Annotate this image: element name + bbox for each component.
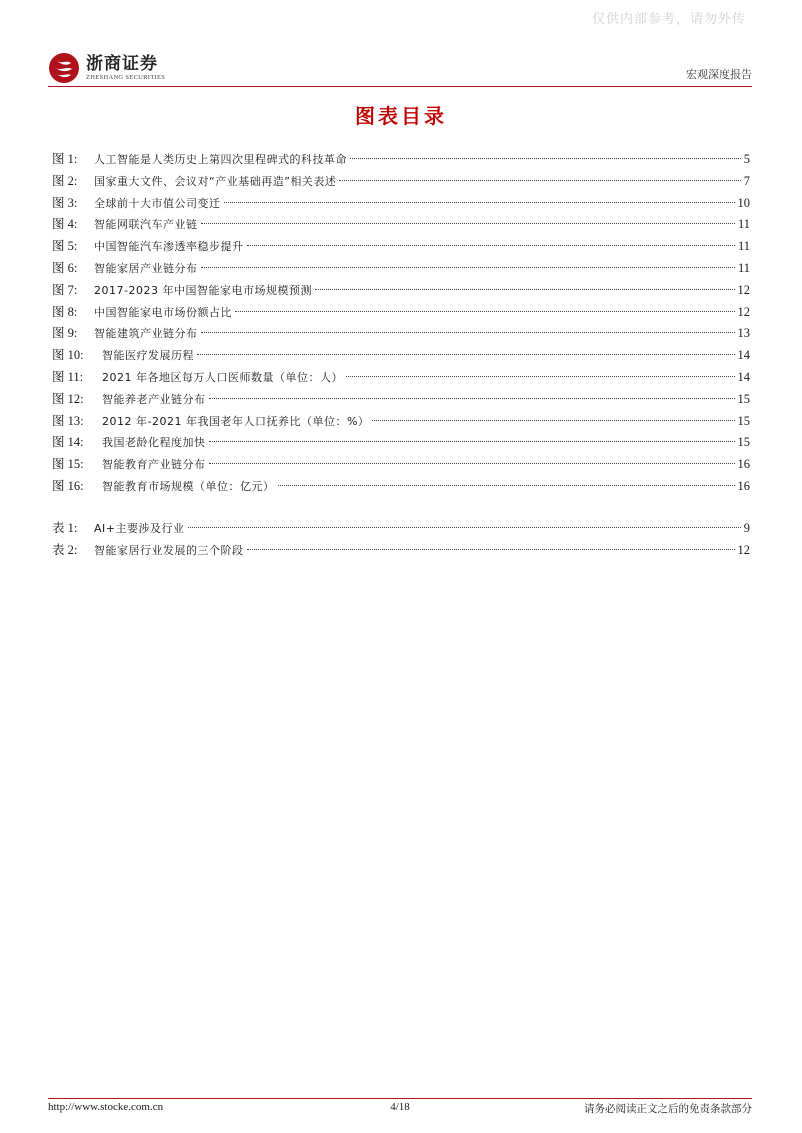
dot-leader xyxy=(346,376,735,377)
toc-figure-entry[interactable] xyxy=(52,214,750,236)
toc-entry-title: 2021 年各地区每万人口医师数量（单位：人） xyxy=(102,370,343,384)
toc-entry-number: 图 15: xyxy=(52,457,84,472)
toc-figure-entry[interactable] xyxy=(52,193,750,215)
toc-figure-entry[interactable] xyxy=(52,149,750,171)
page-footer xyxy=(48,1101,752,1117)
toc-entry-page: 16 xyxy=(737,457,750,472)
toc-entry-page: 10 xyxy=(737,195,750,210)
dot-leader xyxy=(209,441,735,442)
dot-leader xyxy=(209,463,735,464)
logo-english-name: ZHESHANG SECURITIES xyxy=(86,74,166,81)
toc-entry-number: 图 11: xyxy=(52,369,84,384)
toc-entry-title: 智能网联汽车产业链 xyxy=(94,218,198,232)
toc-entry-number: 图 9: xyxy=(52,326,78,341)
toc-entry-page: 15 xyxy=(737,413,750,428)
toc-figure-entry[interactable] xyxy=(52,411,750,433)
toc-figure-entry[interactable] xyxy=(52,454,750,476)
table-list xyxy=(52,518,750,562)
toc-entry-number: 图 4: xyxy=(52,217,78,232)
dot-leader xyxy=(315,289,735,290)
toc-figure-entry[interactable] xyxy=(52,345,750,367)
footer-divider xyxy=(48,1098,752,1099)
dot-leader xyxy=(339,180,740,181)
toc-figure-entry[interactable] xyxy=(52,389,750,411)
toc-entry-number: 图 10: xyxy=(52,348,84,363)
company-logo xyxy=(48,50,165,86)
footer-website-link[interactable]: http://www.stocke.com.cn xyxy=(48,1101,164,1113)
dot-leader xyxy=(209,398,735,399)
toc-entry-title: 智能家居产业链分布 xyxy=(94,261,198,275)
toc-entry-number: 表 1: xyxy=(52,520,78,535)
toc-entry-title: 2012 年-2021 年我国老年人口抚养比（单位：%） xyxy=(102,414,370,428)
toc-title: 图表目录 xyxy=(355,104,447,128)
page-number: 4/18 xyxy=(390,1101,410,1113)
toc-entry-title: 智能建筑产业链分布 xyxy=(94,327,198,341)
dot-leader xyxy=(197,354,735,355)
logo-chinese-name: 浙商证券 xyxy=(86,54,158,74)
dot-leader xyxy=(247,245,735,246)
dot-leader xyxy=(247,549,735,550)
watermark: 仅供内部参考，请勿外传 xyxy=(591,12,746,27)
toc-entry-page: 11 xyxy=(737,260,750,275)
toc-figure-entry[interactable] xyxy=(52,323,750,345)
toc-entry-title: 智能教育市场规模（单位：亿元） xyxy=(102,479,275,493)
dot-leader xyxy=(201,332,735,333)
toc-entry-title: 智能教育产业链分布 xyxy=(102,458,206,472)
figure-list xyxy=(52,149,750,498)
toc-figure-entry[interactable] xyxy=(52,476,750,498)
toc-figure-entry[interactable] xyxy=(52,367,750,389)
page-header xyxy=(48,50,752,86)
toc-entry-title: 人工智能是人类历史上第四次里程碑式的科技革命 xyxy=(94,153,347,166)
disclaimer-note: 请务必阅读正文之后的免责条款部分 xyxy=(584,1103,752,1115)
toc-entry-number: 表 2: xyxy=(52,542,78,557)
dot-leader xyxy=(350,158,741,159)
toc-figure-entry[interactable] xyxy=(52,258,750,280)
toc-entry-title: 智能养老产业链分布 xyxy=(102,392,206,406)
report-type-label: 宏观深度报告 xyxy=(686,68,752,81)
toc-figure-entry[interactable] xyxy=(52,432,750,454)
dot-leader xyxy=(224,202,735,203)
dot-leader xyxy=(201,267,735,268)
toc-entry-title: 中国智能汽车渗透率稳步提升 xyxy=(94,240,244,254)
toc-entry-number: 图 3: xyxy=(52,195,78,210)
toc-figure-entry[interactable] xyxy=(52,171,750,193)
toc-table-entry[interactable] xyxy=(52,518,750,540)
toc-entry-page: 7 xyxy=(743,173,750,188)
toc-entry-page: 11 xyxy=(737,239,750,254)
toc-entry-title: 我国老龄化程度加快 xyxy=(102,436,206,450)
toc-entry-page: 9 xyxy=(743,520,750,535)
toc-entry-number: 图 2: xyxy=(52,173,78,188)
toc-entry-number: 图 7: xyxy=(52,282,78,297)
toc-entry-page: 5 xyxy=(743,152,750,166)
toc-entry-number: 图 1: xyxy=(52,152,78,166)
table-of-figures xyxy=(52,149,750,561)
toc-entry-page: 13 xyxy=(737,326,750,341)
toc-entry-title: 智能医疗发展历程 xyxy=(102,349,194,363)
toc-entry-number: 图 6: xyxy=(52,260,78,275)
toc-entry-number: 图 14: xyxy=(52,435,84,450)
toc-table-entry[interactable] xyxy=(52,540,750,562)
toc-entry-page: 15 xyxy=(737,435,750,450)
dot-leader xyxy=(235,311,735,312)
toc-entry-page: 12 xyxy=(737,304,750,319)
toc-figure-entry[interactable] xyxy=(52,280,750,302)
toc-entry-number: 图 8: xyxy=(52,304,78,319)
toc-entry-number: 图 13: xyxy=(52,413,84,428)
header-divider xyxy=(48,86,752,87)
toc-entry-title: 国家重大文件、会议对“产业基础再造”相关表述 xyxy=(94,174,337,188)
toc-entry-page: 14 xyxy=(737,369,750,384)
toc-figure-entry[interactable] xyxy=(52,236,750,258)
toc-entry-title: 2017-2023 年中国智能家电市场规模预测 xyxy=(94,283,312,297)
toc-entry-page: 11 xyxy=(737,217,750,232)
toc-entry-title: AI+主要涉及行业 xyxy=(94,521,185,535)
dot-leader xyxy=(188,527,741,528)
toc-entry-title: 全球前十大市值公司变迁 xyxy=(94,196,221,210)
dot-leader xyxy=(372,420,734,421)
dot-leader xyxy=(278,485,735,486)
toc-entry-number: 图 12: xyxy=(52,391,84,406)
toc-entry-title: 智能家居行业发展的三个阶段 xyxy=(94,543,244,557)
toc-entry-number: 图 16: xyxy=(52,478,84,493)
toc-entry-page: 14 xyxy=(737,348,750,363)
toc-entry-page: 12 xyxy=(737,282,750,297)
toc-entry-page: 16 xyxy=(737,478,750,493)
toc-figure-entry[interactable] xyxy=(52,302,750,324)
toc-entry-number: 图 5: xyxy=(52,239,78,254)
logo-mark-icon xyxy=(48,52,80,84)
toc-entry-title: 中国智能家电市场份额占比 xyxy=(94,305,232,319)
toc-entry-page: 12 xyxy=(737,542,750,557)
toc-entry-page: 15 xyxy=(737,391,750,406)
dot-leader xyxy=(201,223,735,224)
